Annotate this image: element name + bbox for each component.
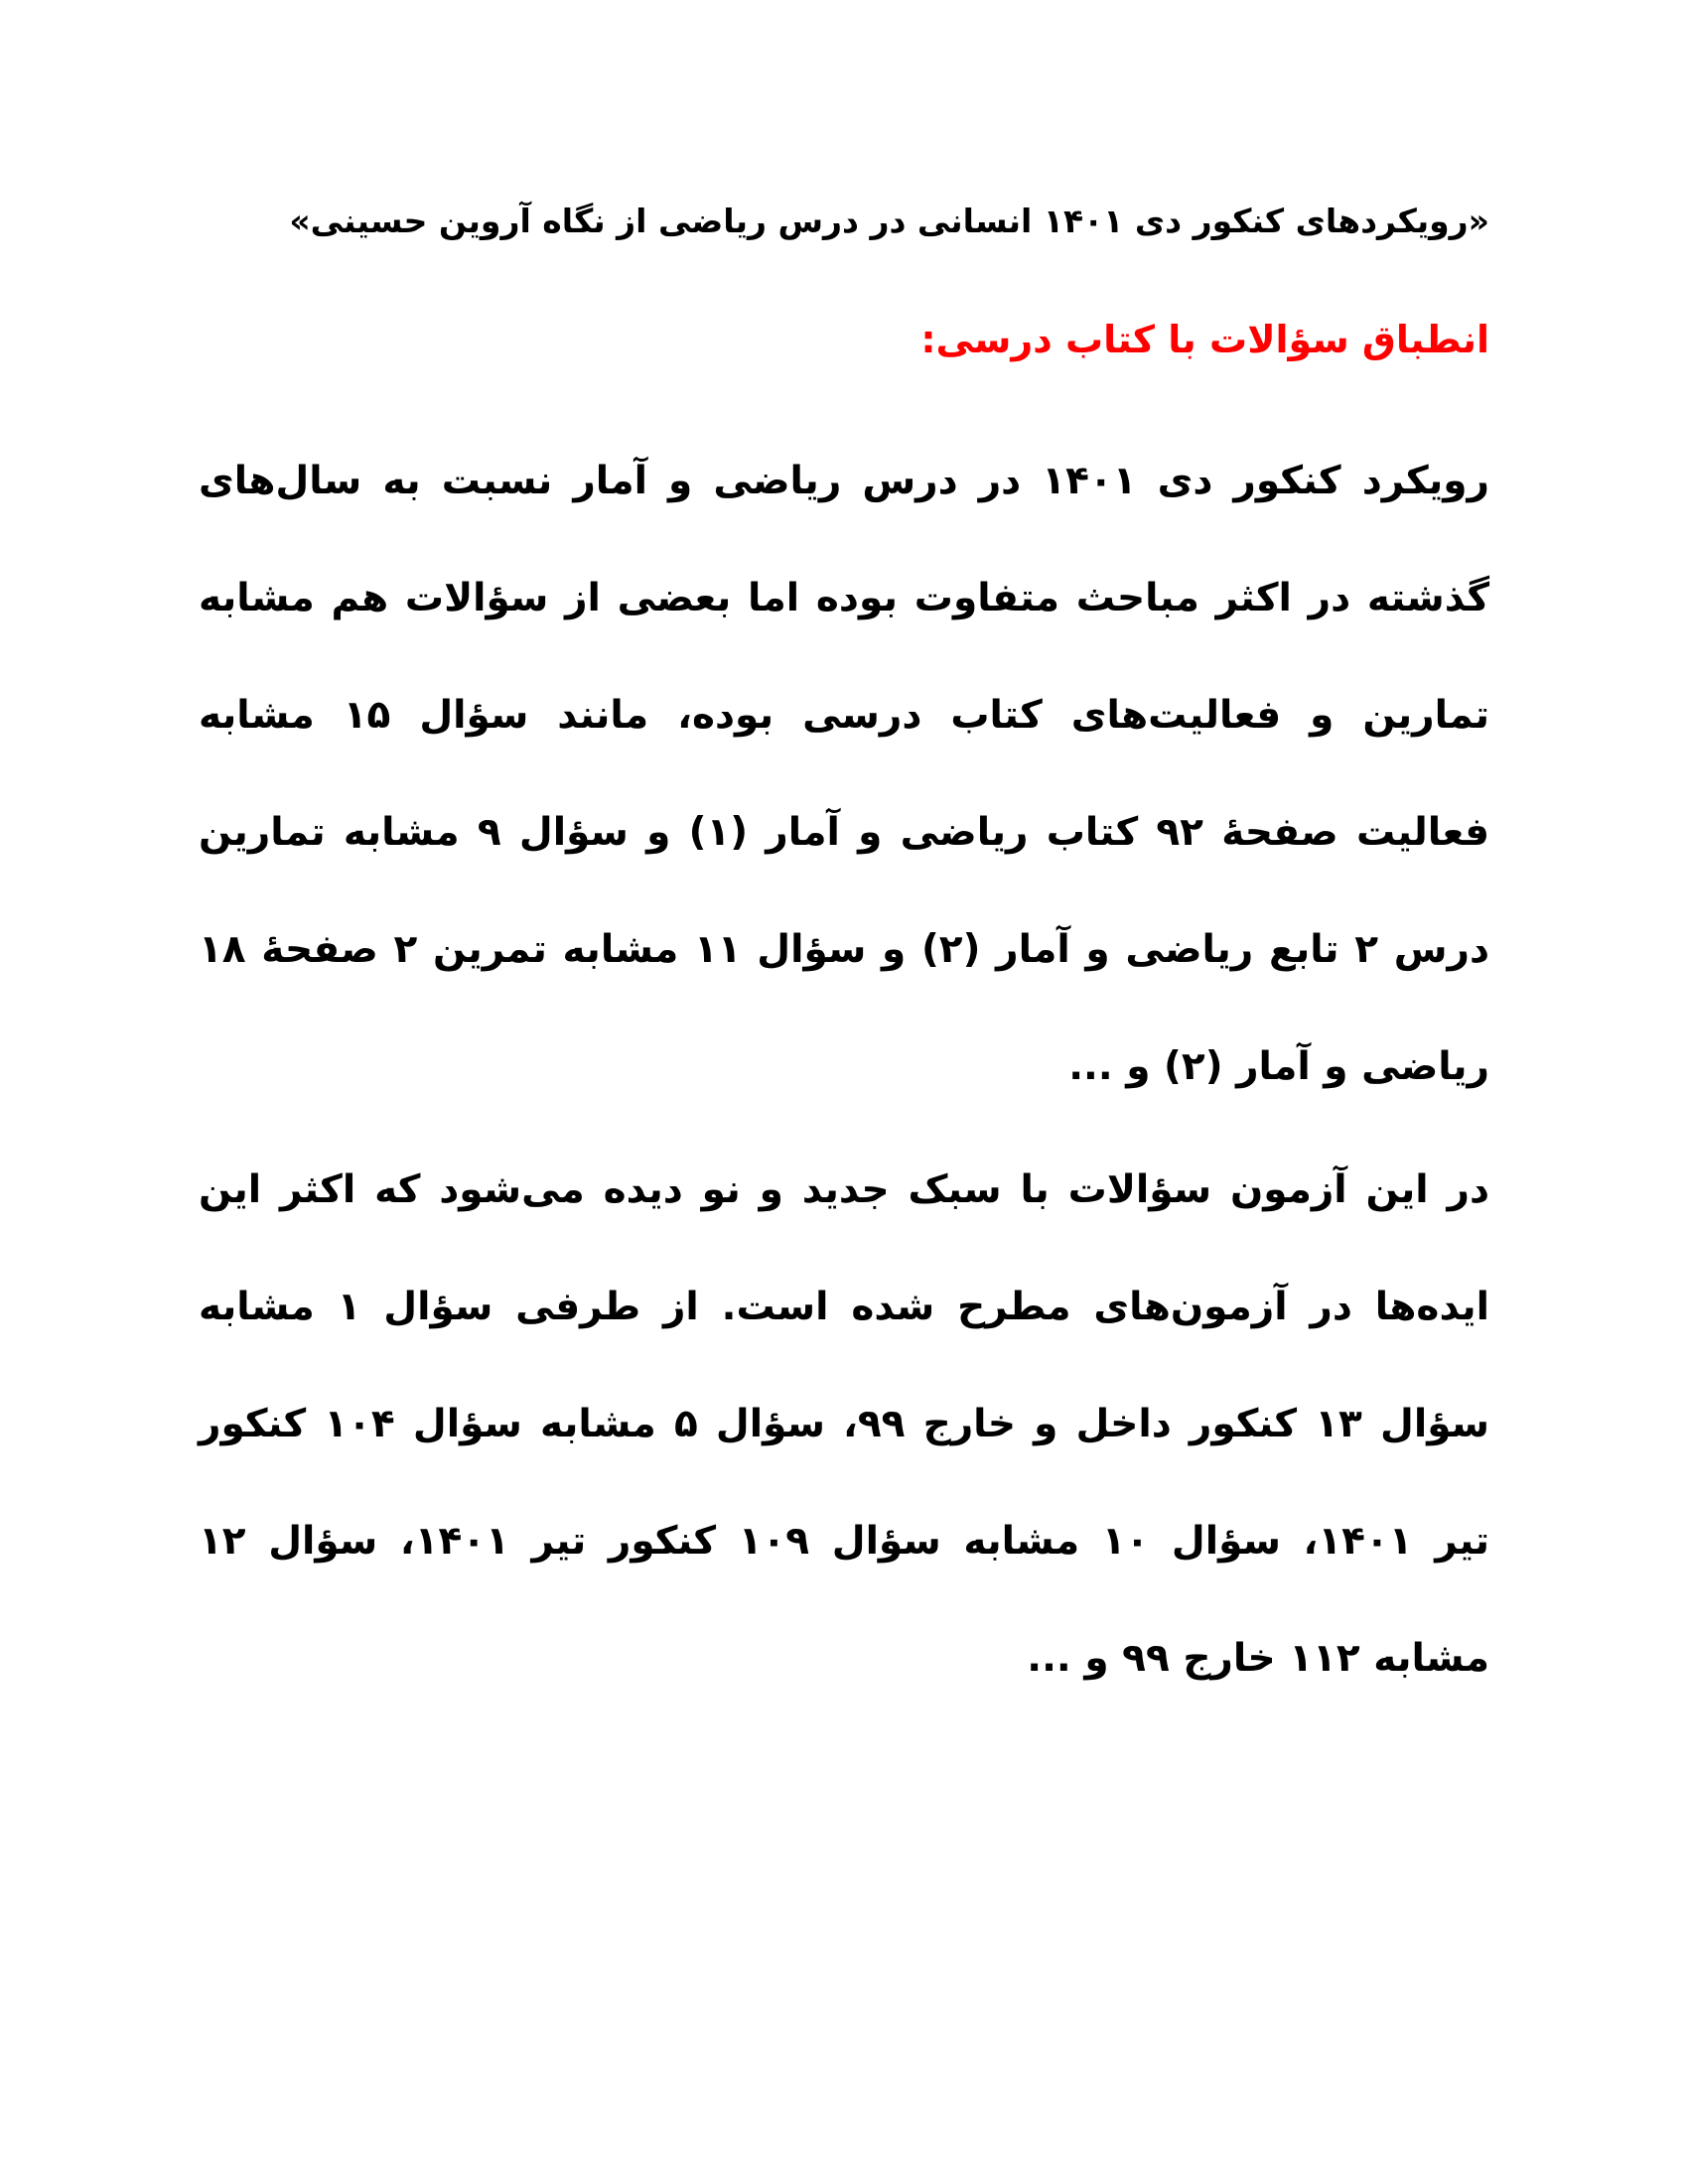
paragraph-new-style-questions: در این آزمون سؤالات با سبک جدید و نو دیده می‌شود که اکثر این ایده‌ها در آزمون‌های مطرح شده است. از طرفی سؤال ۱ مشابه سؤال ۱۳ کنکور داخل و خارج ۹۹، سؤال ۵ مشابه سؤال ۱۰۴ کنکور تیر ۱۴۰۱، سؤال ۱۰ مشابه سؤال ۱۰۹ کنکور تیر ۱۴۰۱، سؤال ۱۲ مشابه ۱۱۲ خارج ۹۹ و ... xyxy=(199,1167,1490,1681)
document-body xyxy=(199,199,1489,1717)
section-heading: انطباق سؤالات با کتاب درسی: xyxy=(920,318,1489,361)
paragraph-textbook-alignment: رویکرد کنکور دی ۱۴۰۱ در درس ریاضی و آمار نسبت به سال‌های گذشته در اکثر مباحث متفاوت بوده اما بعضی از سؤالات هم مشابه تمارین و فعالیت‌های کتاب درسی بوده، مانند سؤال ۱۵ مشابه فعالیت صفحهٔ ۹۲ کتاب ریاضی و آمار (۱) و سؤال ۹ مشابه تمارین درس ۲ تابع ریاضی و آمار (۲) و سؤال ۱۱ مشابه تمرین ۲ صفحهٔ ۱۸ ریاضی و آمار (۲) و ... xyxy=(199,459,1490,1089)
document-title: «رویکردهای کنکور دی ۱۴۰۱ انسانی در درس ریاضی از نگاه آروین حسینی» xyxy=(289,202,1489,240)
